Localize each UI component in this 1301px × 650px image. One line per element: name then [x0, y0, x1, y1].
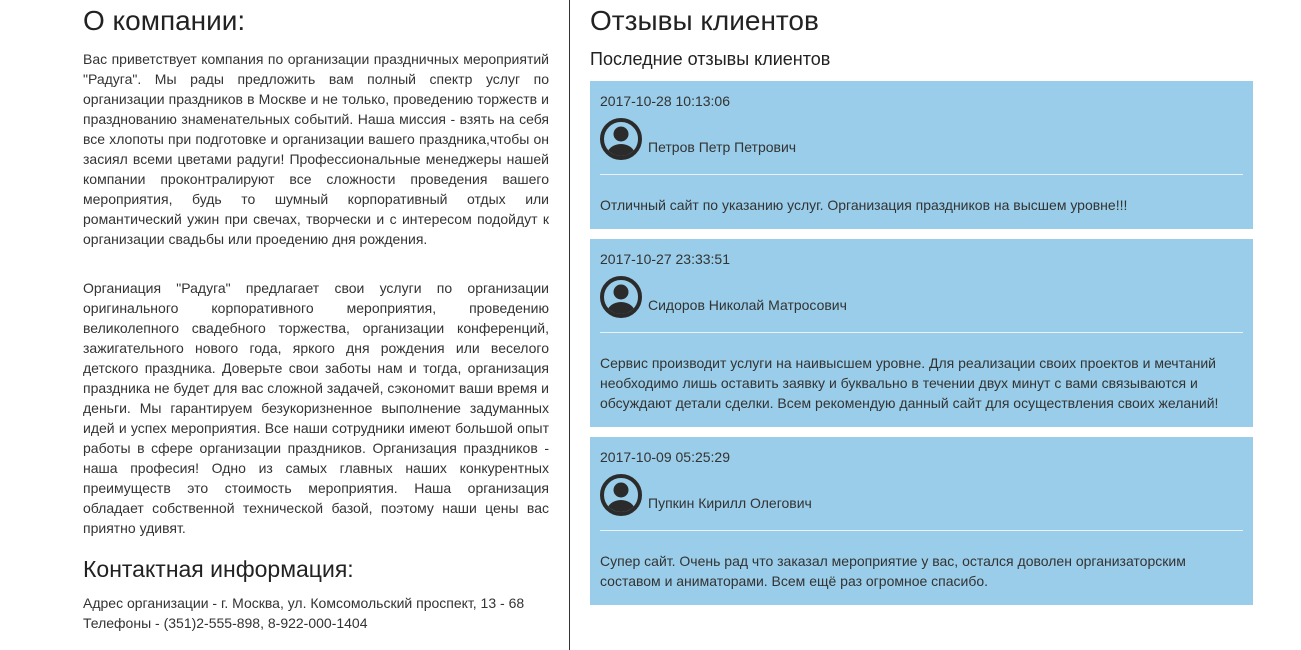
user-avatar-icon	[600, 276, 642, 318]
reviews-title: Отзывы клиентов	[590, 5, 819, 36]
review-date: 2017-10-28 10:13:06	[600, 93, 730, 109]
contact-address: Адрес организации - г. Москва, ул. Комсомольский проспект, 13 - 68	[83, 595, 525, 611]
review-text: Отличный сайт по указанию услуг. Организация праздников на высшем уровне!!!	[600, 197, 1128, 213]
review-author	[600, 117, 1243, 161]
review-card	[590, 239, 1253, 427]
review-card	[590, 437, 1253, 605]
review-separator	[600, 332, 1243, 333]
user-avatar-icon	[600, 118, 642, 160]
contact-title: Контактная информация:	[83, 556, 354, 582]
review-separator	[600, 174, 1243, 175]
review-card	[590, 81, 1253, 229]
reviews-column	[590, 0, 1253, 615]
user-avatar-icon	[600, 474, 642, 516]
review-author	[600, 473, 1243, 517]
review-date: 2017-10-09 05:25:29	[600, 449, 730, 465]
review-separator	[600, 530, 1243, 531]
review-author-name: Петров Петр Петрович	[648, 139, 797, 155]
review-text: Супер сайт. Очень рад что заказал мероприятие у вас, остался доволен организаторским составом и аниматорами. Всем ещё раз огромное спасибо.	[600, 553, 1186, 589]
about-title: О компании:	[83, 5, 246, 36]
contact-phones: Телефоны - (351)2-555-898, 8-922-000-1404	[83, 615, 368, 631]
review-author-name: Сидоров Николай Матросович	[648, 297, 847, 313]
review-author-name: Пупкин Кирилл Олегович	[648, 495, 812, 511]
about-paragraph-1: Вас приветствует компания по организации праздничных мероприятий "Радуга". Мы рады предложить вам полный спектр услуг по организации праздников в Москве и не только, проведению торжеств и празднованию знаменательных событий. Наша миссия - взять на себя все хлопоты при подготовке и организации вашего праздника,чтобы он засиял всеми цветами радуги! Профессиональные менеджеры нашей компании проконтралируют все сложности проведения вашего мероприятия, будь то шумный корпоративный отдых или романтический ужин при свечах, творчески и с интересом подойдут к организации свадьбы или проедению дня рождения.	[83, 51, 549, 247]
review-author	[600, 275, 1243, 319]
about-paragraph-2: Органиация "Радуга" предлагает свои услуги по организации оригинального корпоративного мероприятия, проведению великолепного свадебного торжества, организации конференций, зажигательного нового года, яркого дня рождения или веселого детского праздника. Доверьте свои заботы нам и тогда, организация праздника не будет для вас сложной задачей, сэкономит ваши время и деньги. Мы гарантируем безукоризненное выполнение задуманных идей и успех мероприятия. Все наши сотрудники имеют большой опыт работы в сфере организации праздников. Организация праздников - наша професия! Одно из самых главных наших конкурентных преимуществ это стоимость мероприятия. Наша организация обладает собственной технической базой, поэтому наши цены вас приятно удивят.	[83, 280, 549, 536]
column-divider	[569, 0, 570, 650]
review-text: Сервис производит услуги на наивысшем уровне. Для реализации своих проектов и мечтаний необходимо лишь оставить заявку и буквально в течении двух минут с вами связываются и обсуждают детали сделки. Всем рекомендую данный сайт для осуществления своих желаний!	[600, 355, 1219, 411]
reviews-subtitle: Последние отзывы клиентов	[590, 49, 831, 69]
about-column	[83, 0, 549, 633]
review-date: 2017-10-27 23:33:51	[600, 251, 730, 267]
